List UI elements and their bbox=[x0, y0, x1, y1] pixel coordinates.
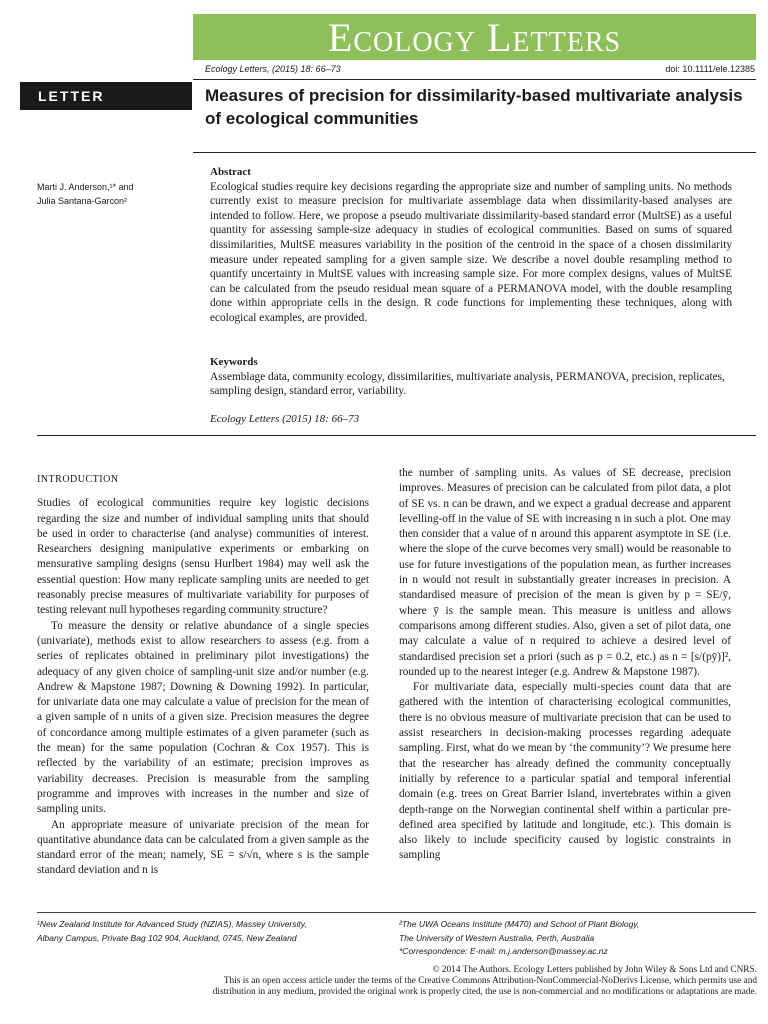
body-column-right bbox=[399, 466, 731, 864]
title-divider bbox=[193, 152, 756, 153]
journal-banner bbox=[193, 14, 756, 60]
header-divider bbox=[193, 79, 756, 80]
abstract-text: Ecological studies require key decisions regarding the appropriate size and number of sampling units. No methods currently exist to measure precision for multivariate assemblage data when dissimilarity-based analyses are intended to follow. Here, we propose a pseudo multivariate dissimilarity-based standard error (MultSE) as a useful quantity for assessing sample-size adequacy in studies of ecological communities. Based on sums of squared dissimilarities, MultSE measures variability in the position of the centroid in the space of a chosen dissimilarity measure under repeated sampling for a given sample size. We describe a novel double resampling method to quantify uncertainty in MultSE values with increasing sample size. For more complex designs, values of MultSE can be calculated from the pseudo residual mean square of a PERMANOVA model, with the double resampling done within appropriate cells in the design. R code functions for implementing these techniques, along with ecological examples, are provided. bbox=[210, 180, 732, 324]
paragraph: To measure the density or relative abundance of a single species (univariate), methods exist to allow researchers to assess (e.g. from a series of replicates obtained in preliminary pilot investigations) the adequacy of any given choice of sampling-unit size and/or number (e.g. Andrew & Mapstone 1987; Downing & Downing 1992). In particular, for univariate data one may calculate a value of precision for the mean of a given sample of n units of a given size. Precision measures the degree of concordance among multiple estimates of a given parameter (such as the mean) for the same population (Cochran & Cox 1957). This is reflected by the variability of an estimate; precision improves as variability decreases. Precision is measurable from the sampling programme and improves with increases in the number and size of sampling units. bbox=[37, 619, 369, 816]
paragraph: An appropriate measure of univariate precision of the mean for quantitative abundance data can be calculated from a given sample as the standard error of the mean; namely, SE = s/√n, where s is the sample standard deviation and n is bbox=[37, 818, 369, 877]
section-heading: INTRODUCTION bbox=[37, 474, 119, 485]
abstract-heading: Abstract bbox=[210, 166, 251, 178]
body-column-left bbox=[37, 466, 369, 879]
license-line: This is an open access article under the terms of the Creative Commons Attribution-NonCommercial-NoDerivs License, which permits use and bbox=[223, 976, 757, 986]
article-type-badge: LETTER bbox=[20, 82, 192, 110]
footnote-line: ²The UWA Oceans Institute (M470) and School of Plant Biology, bbox=[399, 919, 640, 929]
footnote-affiliation-1 bbox=[37, 918, 367, 945]
paragraph: the number of sampling units. As values of SE decrease, precision improves. Measures of precision can be calculated from pilot data, a plot of SE vs. n can be drawn, and we expect a gradual decrease and apparent levelling-off in the value of SE with increasing n in such a plot. One may then consider that a value of n around this apparent asymptote in SE (i.e. where the slope of the curve becomes very small) would be reasonable to use for future investigations of the population mean, as further increases in n would not result in substantially greater increases in precision. A standardised measure of precision of the mean is given by p = SE/ȳ, where ȳ is the sample mean. This measure is unitless and allows comparisons among different studies. Also, given a set of pilot data, one may calculate a value of n required to achieve a desired level of standardised precision set a priori (such as p = 0.2, etc.) as n = [s/(pȳ)]², rounded up to the nearest integer (e.g. Andrew & Mapstone 1987). bbox=[399, 467, 731, 678]
keywords-section bbox=[210, 355, 732, 399]
footnote-divider bbox=[37, 912, 756, 913]
correspondence-email[interactable]: *Correspondence: E-mail: m.j.anderson@massey.ac.nz bbox=[399, 946, 608, 956]
footnote-affiliation-2 bbox=[399, 918, 749, 959]
citation-header bbox=[205, 64, 755, 78]
doi-link[interactable]: doi: 10.1111/ele.12385 bbox=[665, 64, 755, 74]
abstract-citation: Ecology Letters (2015) 18: 66–73 bbox=[210, 413, 360, 425]
copyright-notice bbox=[37, 965, 757, 998]
footnote-line: The University of Western Australia, Perth, Australia bbox=[399, 932, 595, 943]
paragraph: For multivariate data, especially multi-species count data that are gathered with the intention of characterising ecological communities, there is no obvious measure of multivariate precision that can be used to assist researchers in decision-making processes regarding adequate sampling. First, what do we mean by ‘the community’? We presume here that the researcher has already defined the community conceptually initially by reference to a particular spatial and temporal inferential domain (e.g. trees on Great Barrier Island, invertebrates within a given depth-range on the Norwegian continental shelf within a particular pre-defined area specified by latitude and longitude, etc.). This domain is also likely to include specificity caused by logistic constraints in sampling bbox=[399, 681, 731, 862]
footnote-line: ¹New Zealand Institute for Advanced Study (NZIAS), Massey University, bbox=[37, 919, 307, 929]
author-list bbox=[37, 180, 187, 208]
keywords-text: Assemblage data, community ecology, dissimilarities, multivariate analysis, PERMANOVA, precision, replicates, sampling design, standard error, variability. bbox=[210, 370, 725, 398]
paragraph: Studies of ecological communities require key logistic decisions regarding the size and number of individual sampling units that should be used in order to characterise (and analyse) communities of interest. Researchers designing manipulative experiments or embarking on mensurative sampling designs (sensu Hurlbert 1984) may well ask the essential question: How many replicate sampling units are needed to get reasonably precise measures of multivariate variability for purposes of testing relevant null hypotheses regarding community structure? bbox=[37, 497, 369, 617]
abstract-section bbox=[210, 165, 732, 326]
citation-left: Ecology Letters, (2015) 18: 66–73 bbox=[205, 64, 341, 74]
author-line-2: Julia Santana-Garcon² bbox=[37, 196, 128, 206]
copyright-line: © 2014 The Authors. Ecology Letters published by John Wiley & Sons Ltd and CNRS. bbox=[432, 965, 757, 975]
keywords-heading: Keywords bbox=[210, 356, 258, 368]
journal-title: Ecology Letters bbox=[327, 15, 622, 60]
abstract-divider bbox=[37, 435, 756, 436]
footnote-line: Albany Campus, Private Bag 102 904, Auckland, 0745, New Zealand bbox=[37, 932, 297, 943]
license-line: distribution in any medium, provided the original work is properly cited, the use is non-commercial and no modifications or adaptations are made. bbox=[212, 987, 757, 997]
author-line-1: Marti J. Anderson,¹* and bbox=[37, 182, 134, 192]
article-title: Measures of precision for dissimilarity-based multivariate analysis of ecological communities bbox=[205, 86, 743, 128]
